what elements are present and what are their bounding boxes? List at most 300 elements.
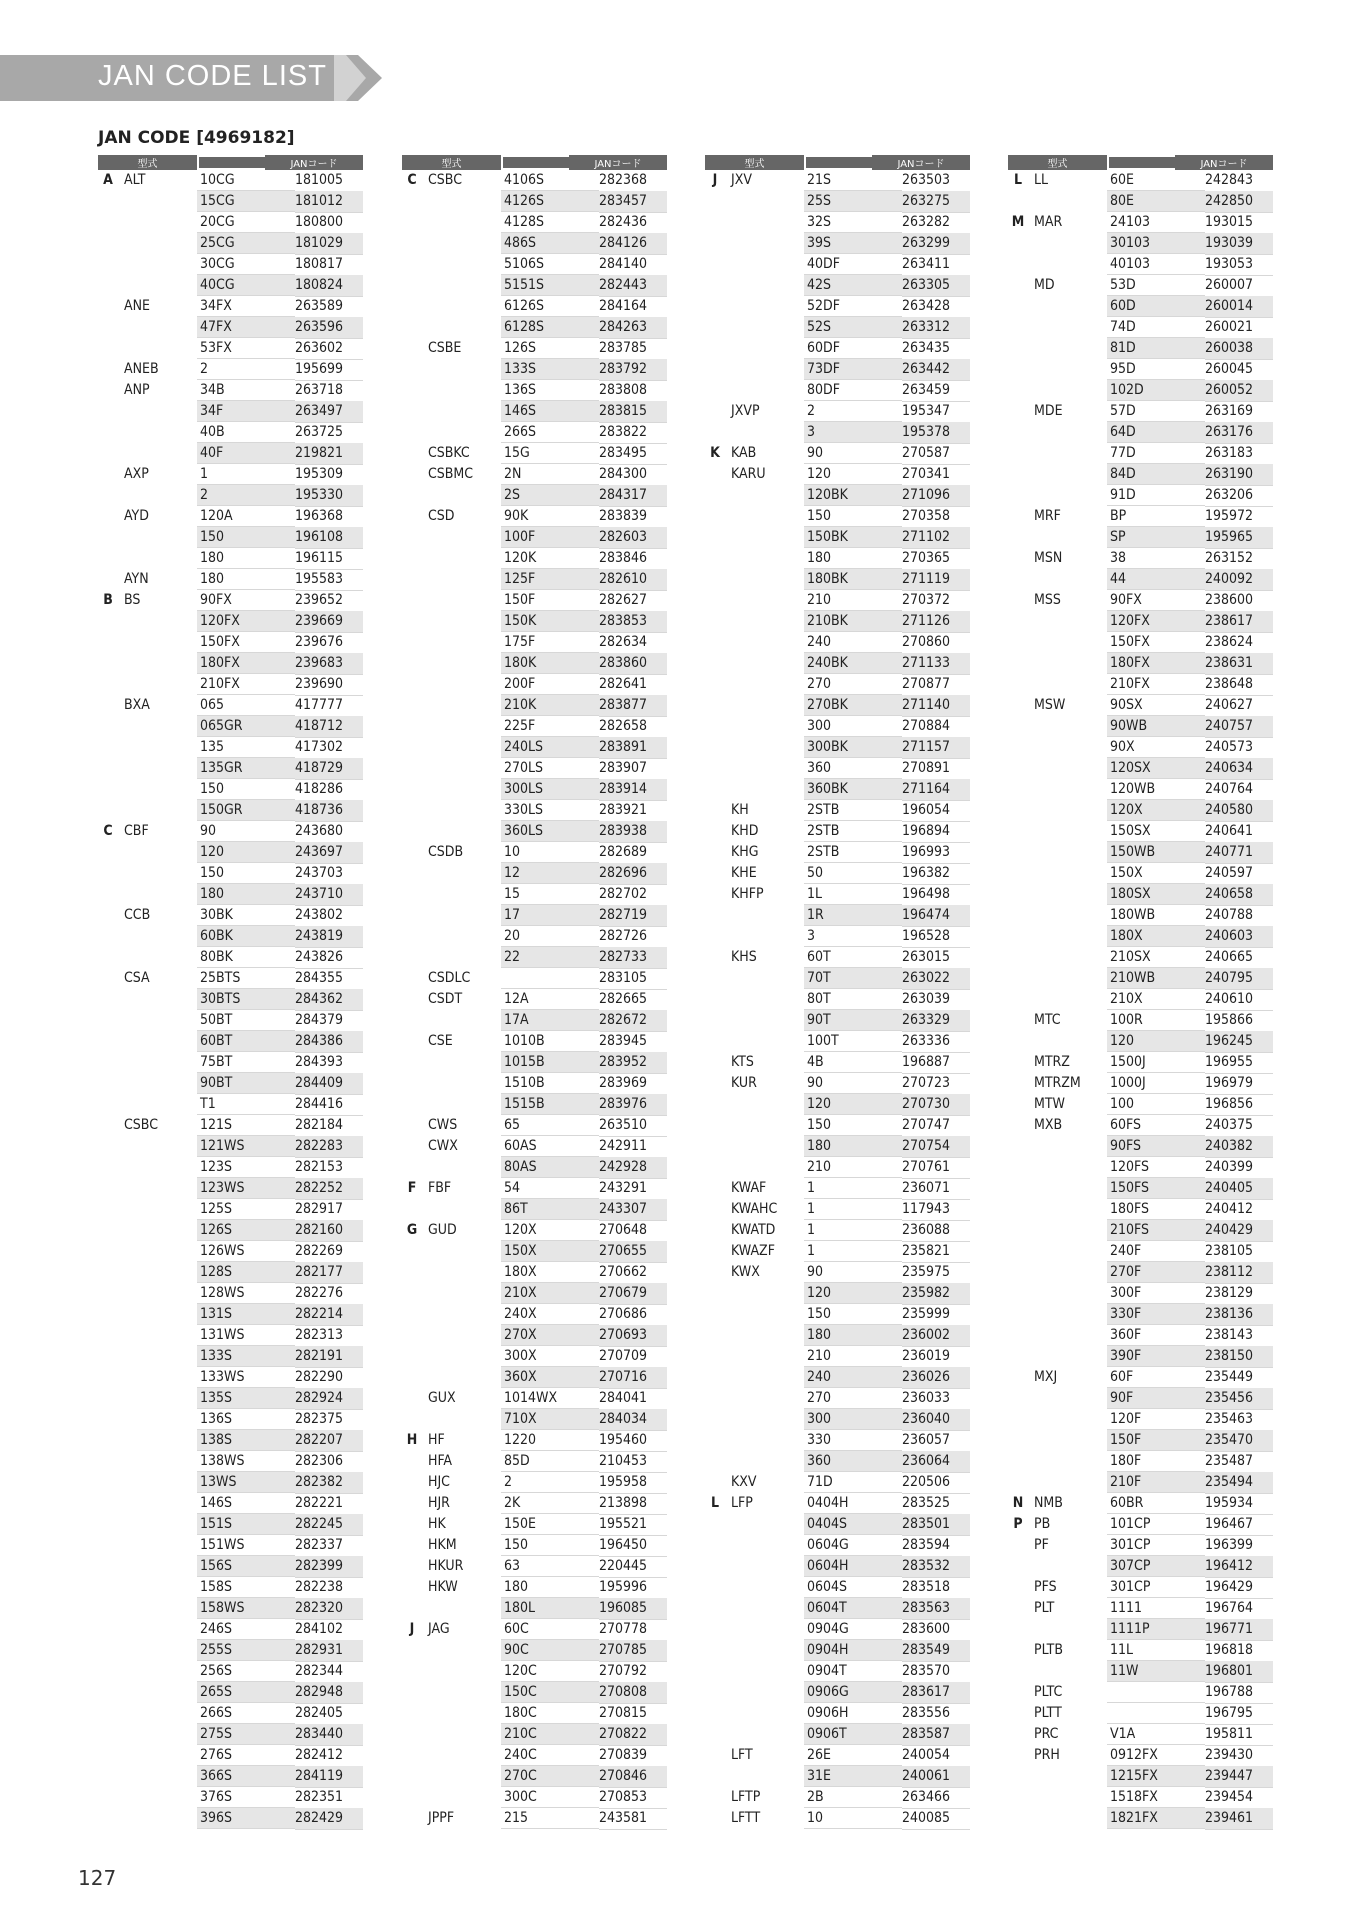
group-cell: NMB bbox=[1034, 1495, 1063, 1511]
model-cell bbox=[1107, 1703, 1205, 1724]
jan-cell: 263190 bbox=[1205, 464, 1273, 486]
jan-cell: 282252 bbox=[295, 1178, 363, 1200]
model-cell: 60FS bbox=[1107, 1115, 1205, 1136]
model-cell: 150 bbox=[804, 1115, 902, 1136]
model-cell: 60BR bbox=[1107, 1493, 1205, 1514]
table-row bbox=[705, 1640, 970, 1661]
model-cell: 3 bbox=[804, 422, 902, 443]
model-cell: 2STB bbox=[804, 842, 902, 863]
jan-cell: 263206 bbox=[1205, 485, 1273, 507]
table-row bbox=[1008, 926, 1273, 947]
table-row bbox=[98, 947, 363, 968]
jan-cell: 270679 bbox=[599, 1283, 667, 1305]
jan-cell: 283921 bbox=[599, 800, 667, 822]
table-row bbox=[705, 1325, 970, 1346]
jan-cell: 239454 bbox=[1205, 1787, 1273, 1809]
jan-cell: 263589 bbox=[295, 296, 363, 318]
model-cell: 126S bbox=[197, 1220, 295, 1241]
table-row bbox=[1008, 1346, 1273, 1367]
table-row bbox=[402, 842, 667, 863]
jan-cell: 283594 bbox=[902, 1535, 970, 1557]
table-row bbox=[402, 1535, 667, 1556]
group-cell: AYD bbox=[124, 508, 149, 524]
jan-cell: 238105 bbox=[1205, 1241, 1273, 1263]
jan-cell: 243703 bbox=[295, 863, 363, 885]
jan-cell: 283617 bbox=[902, 1682, 970, 1704]
table-row bbox=[402, 1724, 667, 1745]
model-cell: 131S bbox=[197, 1304, 295, 1325]
jan-cell: 284362 bbox=[295, 989, 363, 1011]
jan-cell: 240795 bbox=[1205, 968, 1273, 990]
table-row bbox=[98, 1724, 363, 1745]
table-row bbox=[705, 233, 970, 254]
model-cell: 71D bbox=[804, 1472, 902, 1493]
model-cell: 60T bbox=[804, 947, 902, 968]
table-row bbox=[1008, 632, 1273, 653]
model-cell: 180K bbox=[501, 653, 599, 674]
model-cell: 100F bbox=[501, 527, 599, 548]
model-cell: 90FX bbox=[1107, 590, 1205, 611]
model-cell: 120BK bbox=[804, 485, 902, 506]
table-row bbox=[98, 1766, 363, 1787]
jan-cell: 283808 bbox=[599, 380, 667, 402]
jan-cell: 282405 bbox=[295, 1703, 363, 1725]
table-row bbox=[98, 1178, 363, 1199]
table-row bbox=[98, 1157, 363, 1178]
model-cell bbox=[1107, 1682, 1205, 1703]
jan-cell: 283549 bbox=[902, 1640, 970, 1662]
table-row bbox=[1008, 1514, 1273, 1535]
model-cell: 17 bbox=[501, 905, 599, 926]
header-spacer bbox=[1109, 157, 1175, 168]
table-row bbox=[1008, 1283, 1273, 1304]
table-row bbox=[705, 1157, 970, 1178]
table-row bbox=[705, 1346, 970, 1367]
jan-cell: 282160 bbox=[295, 1220, 363, 1242]
jan-cell: 195347 bbox=[902, 401, 970, 423]
model-cell: 0906G bbox=[804, 1682, 902, 1703]
table-row bbox=[705, 842, 970, 863]
model-cell: 4128S bbox=[501, 212, 599, 233]
group-cell: KHD bbox=[731, 823, 759, 839]
model-cell: 300F bbox=[1107, 1283, 1205, 1304]
jan-cell: 243710 bbox=[295, 884, 363, 906]
model-cell bbox=[501, 968, 599, 989]
table-row bbox=[402, 1766, 667, 1787]
model-cell: 150FX bbox=[197, 632, 295, 653]
jan-cell: 196108 bbox=[295, 527, 363, 549]
table-row bbox=[402, 1262, 667, 1283]
group-cell: KAB bbox=[731, 445, 757, 461]
group-cell: KHG bbox=[731, 844, 759, 860]
model-cell: 0906H bbox=[804, 1703, 902, 1724]
jan-cell: 195330 bbox=[295, 485, 363, 507]
jan-cell: 284034 bbox=[599, 1409, 667, 1431]
model-cell: V1A bbox=[1107, 1724, 1205, 1745]
model-cell: 75BT bbox=[197, 1052, 295, 1073]
jan-cell: 271096 bbox=[902, 485, 970, 507]
table-row bbox=[1008, 1199, 1273, 1220]
model-cell: 2STB bbox=[804, 821, 902, 842]
jan-cell: 238129 bbox=[1205, 1283, 1273, 1305]
group-cell: PB bbox=[1034, 1516, 1051, 1532]
group-cell: CWS bbox=[428, 1117, 458, 1133]
jan-cell: 284041 bbox=[599, 1388, 667, 1410]
model-cell: 90 bbox=[804, 443, 902, 464]
group-cell: JAG bbox=[428, 1621, 450, 1637]
table-row bbox=[98, 926, 363, 947]
model-cell: 120 bbox=[197, 842, 295, 863]
group-cell: CSDT bbox=[428, 991, 463, 1007]
model-cell: 150F bbox=[501, 590, 599, 611]
table-row bbox=[98, 989, 363, 1010]
jan-cell: 196429 bbox=[1205, 1577, 1273, 1599]
table-row bbox=[1008, 779, 1273, 800]
jan-cell: 263336 bbox=[902, 1031, 970, 1053]
header-spacer bbox=[806, 157, 872, 168]
model-cell: 121S bbox=[197, 1115, 295, 1136]
group-cell: MTC bbox=[1034, 1012, 1061, 1028]
model-cell: 1518FX bbox=[1107, 1787, 1205, 1808]
jan-cell: 195972 bbox=[1205, 506, 1273, 528]
model-cell: 1 bbox=[804, 1178, 902, 1199]
table-row bbox=[1008, 1220, 1273, 1241]
jan-cell: 181029 bbox=[295, 233, 363, 255]
model-cell: 1500J bbox=[1107, 1052, 1205, 1073]
table-row bbox=[1008, 1409, 1273, 1430]
model-cell: 210X bbox=[1107, 989, 1205, 1010]
table-row bbox=[1008, 1577, 1273, 1598]
model-cell: 53FX bbox=[197, 338, 295, 359]
group-cell: PF bbox=[1034, 1537, 1049, 1553]
model-cell: 150SX bbox=[1107, 821, 1205, 842]
model-cell: 210 bbox=[804, 1346, 902, 1367]
table-row bbox=[98, 1199, 363, 1220]
jan-cell: 236064 bbox=[902, 1451, 970, 1473]
table-row bbox=[98, 1451, 363, 1472]
table-row bbox=[705, 254, 970, 275]
table-row bbox=[705, 1388, 970, 1409]
jan-cell: 283976 bbox=[599, 1094, 667, 1116]
group-cell: CWX bbox=[428, 1138, 458, 1154]
jan-cell: 282412 bbox=[295, 1745, 363, 1767]
jan-cell: 239652 bbox=[295, 590, 363, 612]
jan-cell: 282283 bbox=[295, 1136, 363, 1158]
group-cell: MSW bbox=[1034, 697, 1066, 713]
model-cell: 2N bbox=[501, 464, 599, 485]
model-cell: 2STB bbox=[804, 800, 902, 821]
model-cell: 301CP bbox=[1107, 1535, 1205, 1556]
model-cell: 90FX bbox=[197, 590, 295, 611]
jan-cell: 282269 bbox=[295, 1241, 363, 1263]
jan-cell: 270846 bbox=[599, 1766, 667, 1788]
jan-cell: 270358 bbox=[902, 506, 970, 528]
jan-cell: 239447 bbox=[1205, 1766, 1273, 1788]
group-cell: FBF bbox=[428, 1180, 452, 1196]
jan-cell: 240627 bbox=[1205, 695, 1273, 717]
letter-cell: N bbox=[1012, 1495, 1024, 1511]
jan-cell: 282726 bbox=[599, 926, 667, 948]
model-cell: 2 bbox=[804, 401, 902, 422]
model-cell: 0904H bbox=[804, 1640, 902, 1661]
table-row bbox=[1008, 1136, 1273, 1157]
jan-cell: 220445 bbox=[599, 1556, 667, 1578]
model-cell: 90BT bbox=[197, 1073, 295, 1094]
model-cell: 90 bbox=[804, 1262, 902, 1283]
model-cell: 150F bbox=[1107, 1430, 1205, 1451]
jan-cell: 242928 bbox=[599, 1157, 667, 1179]
model-cell: 200F bbox=[501, 674, 599, 695]
jan-cell: 270747 bbox=[902, 1115, 970, 1137]
table-row bbox=[402, 947, 667, 968]
letter-cell: C bbox=[103, 823, 113, 839]
table-row bbox=[98, 443, 363, 464]
jan-cell: 283853 bbox=[599, 611, 667, 633]
table-row bbox=[98, 737, 363, 758]
jan-cell: 283105 bbox=[599, 968, 667, 990]
jan-cell: 196979 bbox=[1205, 1073, 1273, 1095]
model-cell: 1111 bbox=[1107, 1598, 1205, 1619]
model-cell: 270F bbox=[1107, 1262, 1205, 1283]
letter-cell: F bbox=[407, 1180, 417, 1196]
jan-cell: 240764 bbox=[1205, 779, 1273, 801]
model-cell: 100 bbox=[1107, 1094, 1205, 1115]
model-cell: 6126S bbox=[501, 296, 599, 317]
table-row bbox=[1008, 1556, 1273, 1577]
model-cell: 80T bbox=[804, 989, 902, 1010]
jan-cell: 240061 bbox=[902, 1766, 970, 1788]
table-row bbox=[1008, 695, 1273, 716]
jan-cell: 282214 bbox=[295, 1304, 363, 1326]
model-cell: 150BK bbox=[804, 527, 902, 548]
table-row bbox=[705, 863, 970, 884]
jan-cell: 196115 bbox=[295, 548, 363, 570]
model-cell: 270BK bbox=[804, 695, 902, 716]
model-cell: 12A bbox=[501, 989, 599, 1010]
model-cell: 40DF bbox=[804, 254, 902, 275]
jan-cell: 282351 bbox=[295, 1787, 363, 1809]
table-row bbox=[1008, 1010, 1273, 1031]
group-cell: LL bbox=[1034, 172, 1049, 188]
table-row bbox=[98, 233, 363, 254]
model-cell: 120FX bbox=[197, 611, 295, 632]
table-row bbox=[402, 653, 667, 674]
letter-cell: L bbox=[1013, 172, 1023, 188]
model-cell: 180FS bbox=[1107, 1199, 1205, 1220]
model-cell: 21S bbox=[804, 170, 902, 191]
table-row bbox=[98, 1094, 363, 1115]
group-cell: HKUR bbox=[428, 1558, 464, 1574]
table-row bbox=[98, 1346, 363, 1367]
model-cell: 150C bbox=[501, 1682, 599, 1703]
model-cell: 180SX bbox=[1107, 884, 1205, 905]
jan-cell: 240603 bbox=[1205, 926, 1273, 948]
jan-cell: 195934 bbox=[1205, 1493, 1273, 1515]
model-cell: 25BTS bbox=[197, 968, 295, 989]
table-row bbox=[98, 968, 363, 989]
table-row bbox=[1008, 800, 1273, 821]
jan-cell: 283938 bbox=[599, 821, 667, 843]
table-row bbox=[705, 1304, 970, 1325]
table-row bbox=[705, 1787, 970, 1808]
model-cell: 210FS bbox=[1107, 1220, 1205, 1241]
jan-cell: 283785 bbox=[599, 338, 667, 360]
jan-cell: 263596 bbox=[295, 317, 363, 339]
model-cell: 240LS bbox=[501, 737, 599, 758]
jan-cell: 238600 bbox=[1205, 590, 1273, 612]
model-cell: 60E bbox=[1107, 170, 1205, 191]
model-cell: 265S bbox=[197, 1682, 295, 1703]
model-cell: 42S bbox=[804, 275, 902, 296]
jan-cell: 238136 bbox=[1205, 1304, 1273, 1326]
model-cell: 57D bbox=[1107, 401, 1205, 422]
group-cell: MSN bbox=[1034, 550, 1063, 566]
table-row bbox=[98, 1808, 363, 1829]
table-row bbox=[705, 716, 970, 737]
model-cell: 360F bbox=[1107, 1325, 1205, 1346]
jan-cell: 282672 bbox=[599, 1010, 667, 1032]
table-row bbox=[705, 1073, 970, 1094]
model-cell: 210BK bbox=[804, 611, 902, 632]
model-cell: 95D bbox=[1107, 359, 1205, 380]
table-row bbox=[705, 569, 970, 590]
table-row bbox=[98, 758, 363, 779]
group-cell: JXVP bbox=[731, 403, 760, 419]
jan-cell: 282634 bbox=[599, 632, 667, 654]
jan-cell: 270778 bbox=[599, 1619, 667, 1641]
model-cell: 120 bbox=[804, 464, 902, 485]
jan-cell: 271140 bbox=[902, 695, 970, 717]
table-row bbox=[1008, 1388, 1273, 1409]
jan-cell: 282399 bbox=[295, 1556, 363, 1578]
jan-cell: 283945 bbox=[599, 1031, 667, 1053]
jan-cell: 196382 bbox=[902, 863, 970, 885]
jan-cell: 193039 bbox=[1205, 233, 1273, 255]
table-row bbox=[705, 1241, 970, 1262]
model-cell: 120X bbox=[501, 1220, 599, 1241]
model-cell: 1821FX bbox=[1107, 1808, 1205, 1829]
model-cell: 1510B bbox=[501, 1073, 599, 1094]
model-cell: 25CG bbox=[197, 233, 295, 254]
jan-cell: 270730 bbox=[902, 1094, 970, 1116]
jan-cell: 270860 bbox=[902, 632, 970, 654]
group-cell: AXP bbox=[124, 466, 149, 482]
model-cell: 26E bbox=[804, 1745, 902, 1766]
jan-cell: 196856 bbox=[1205, 1094, 1273, 1116]
model-cell: 90X bbox=[1107, 737, 1205, 758]
table-row bbox=[402, 737, 667, 758]
model-cell: 150E bbox=[501, 1514, 599, 1535]
group-cell: MTRZM bbox=[1034, 1075, 1081, 1091]
jan-cell: 219821 bbox=[295, 443, 363, 465]
jan-cell: 196955 bbox=[1205, 1052, 1273, 1074]
jan-cell: 282184 bbox=[295, 1115, 363, 1137]
model-cell: 210 bbox=[804, 590, 902, 611]
model-cell: 150 bbox=[197, 527, 295, 548]
table-row bbox=[1008, 737, 1273, 758]
table-row bbox=[705, 191, 970, 212]
table-row bbox=[1008, 1745, 1273, 1766]
model-cell: 150 bbox=[501, 1535, 599, 1556]
group-cell: MSS bbox=[1034, 592, 1061, 608]
model-cell: 90T bbox=[804, 1010, 902, 1031]
jan-cell: 282221 bbox=[295, 1493, 363, 1515]
model-cell: 180F bbox=[1107, 1451, 1205, 1472]
header-model: 型式 bbox=[1008, 155, 1107, 170]
jan-cell: 263503 bbox=[902, 170, 970, 192]
model-cell: 73DF bbox=[804, 359, 902, 380]
table-row bbox=[402, 905, 667, 926]
jan-cell: 195583 bbox=[295, 569, 363, 591]
table-row bbox=[98, 632, 363, 653]
model-cell: 266S bbox=[501, 422, 599, 443]
table-column bbox=[705, 155, 970, 1829]
table-row bbox=[402, 1241, 667, 1262]
model-cell: 133WS bbox=[197, 1367, 295, 1388]
table-row bbox=[705, 947, 970, 968]
jan-cell: 282429 bbox=[295, 1808, 363, 1830]
model-cell: 80AS bbox=[501, 1157, 599, 1178]
model-cell: 270LS bbox=[501, 758, 599, 779]
table-row bbox=[402, 380, 667, 401]
table-row bbox=[98, 548, 363, 569]
jan-cell: 283846 bbox=[599, 548, 667, 570]
letter-cell: H bbox=[406, 1432, 418, 1448]
table-row bbox=[402, 1577, 667, 1598]
jan-cell: 195699 bbox=[295, 359, 363, 381]
group-cell: CCB bbox=[124, 907, 151, 923]
table-row bbox=[1008, 275, 1273, 296]
table-row bbox=[402, 1640, 667, 1661]
jan-cell: 282696 bbox=[599, 863, 667, 885]
model-cell: 180WB bbox=[1107, 905, 1205, 926]
jan-cell: 235982 bbox=[902, 1283, 970, 1305]
table-row bbox=[705, 1262, 970, 1283]
table-row bbox=[98, 1619, 363, 1640]
jan-cell: 263718 bbox=[295, 380, 363, 402]
table-row bbox=[98, 1262, 363, 1283]
group-cell: GUX bbox=[428, 1390, 456, 1406]
table-row bbox=[402, 569, 667, 590]
jan-cell: 283822 bbox=[599, 422, 667, 444]
model-cell: 136S bbox=[197, 1409, 295, 1430]
table-row bbox=[402, 1808, 667, 1829]
table-row bbox=[98, 1136, 363, 1157]
table-row bbox=[1008, 464, 1273, 485]
table-row bbox=[705, 548, 970, 569]
table-row bbox=[705, 401, 970, 422]
table-row bbox=[98, 800, 363, 821]
table-row bbox=[1008, 842, 1273, 863]
model-cell: 225F bbox=[501, 716, 599, 737]
model-cell: 38 bbox=[1107, 548, 1205, 569]
model-cell: 30CG bbox=[197, 254, 295, 275]
jan-cell: 239430 bbox=[1205, 1745, 1273, 1767]
model-cell: 0906T bbox=[804, 1724, 902, 1745]
jan-cell: 213898 bbox=[599, 1493, 667, 1515]
group-cell: PLTB bbox=[1034, 1642, 1064, 1658]
table-row bbox=[705, 443, 970, 464]
model-cell: 1515B bbox=[501, 1094, 599, 1115]
model-cell: 20CG bbox=[197, 212, 295, 233]
jan-cell: 270822 bbox=[599, 1724, 667, 1746]
jan-cell: 239461 bbox=[1205, 1808, 1273, 1830]
model-cell: 360LS bbox=[501, 821, 599, 842]
group-cell: MXB bbox=[1034, 1117, 1063, 1133]
jan-cell: 283457 bbox=[599, 191, 667, 213]
jan-cell: 260038 bbox=[1205, 338, 1273, 360]
jan-cell: 180824 bbox=[295, 275, 363, 297]
